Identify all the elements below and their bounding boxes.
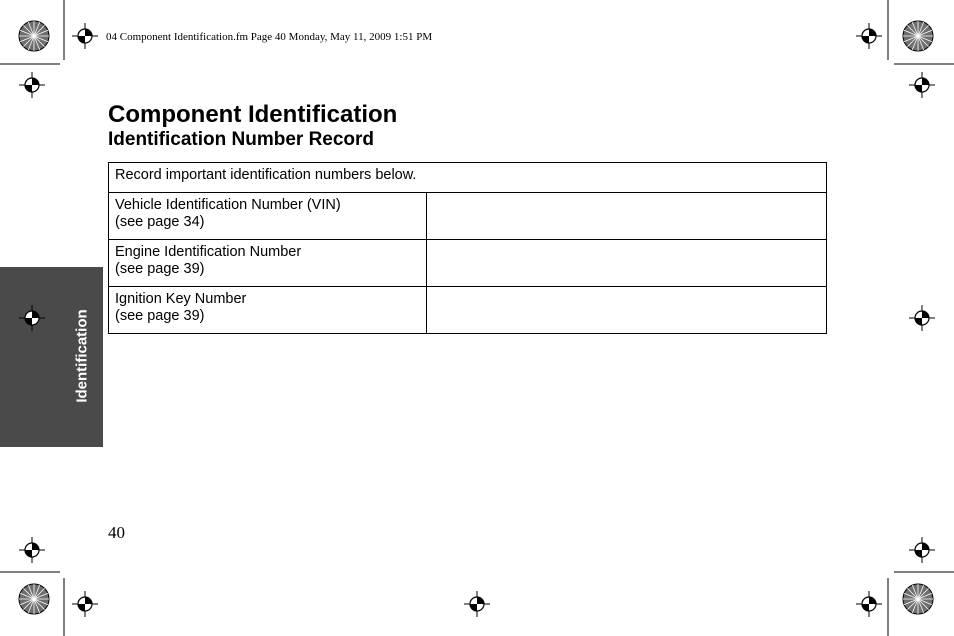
print-header-line: 04 Component Identification.fm Page 40 Monday, May 11, 2009 1:51 PM — [106, 31, 433, 43]
starburst-mark-bottom-left — [19, 584, 49, 614]
row-label-cell — [109, 287, 427, 334]
registration-mark — [72, 23, 98, 49]
row-label: Ignition Key Number — [115, 291, 247, 307]
page-number: 40 — [108, 523, 125, 542]
page-title: Component Identification — [108, 101, 398, 128]
registration-mark — [19, 537, 45, 563]
ignition-key-entry-cell[interactable] — [427, 287, 827, 334]
side-tab-label: Identification — [73, 309, 91, 403]
row-label: Engine Identification Number — [115, 244, 302, 260]
page-subtitle: Identification Number Record — [108, 129, 375, 150]
starburst-mark-bottom-right — [903, 584, 933, 614]
row-label: Vehicle Identification Number (VIN) — [115, 197, 341, 213]
registration-mark — [909, 537, 935, 563]
identification-record-table — [108, 162, 827, 334]
table-row — [109, 193, 827, 240]
registration-mark — [464, 591, 490, 617]
vin-entry-cell[interactable] — [427, 193, 827, 240]
row-label-cell — [109, 240, 427, 287]
table-row — [109, 287, 827, 334]
starburst-mark-top-right — [903, 21, 933, 51]
table-intro-text: Record important identification numbers below. — [109, 163, 827, 193]
registration-mark — [909, 72, 935, 98]
registration-mark — [19, 72, 45, 98]
registration-mark — [72, 591, 98, 617]
starburst-mark-top-left — [19, 21, 49, 51]
table-intro-row — [109, 163, 827, 193]
registration-mark — [856, 23, 882, 49]
row-page-reference: (see page 34) — [115, 214, 205, 230]
registration-mark — [909, 305, 935, 331]
row-page-reference: (see page 39) — [115, 261, 205, 277]
registration-mark — [856, 591, 882, 617]
row-label-cell — [109, 193, 427, 240]
row-page-reference: (see page 39) — [115, 308, 205, 324]
table-row — [109, 240, 827, 287]
engine-number-entry-cell[interactable] — [427, 240, 827, 287]
